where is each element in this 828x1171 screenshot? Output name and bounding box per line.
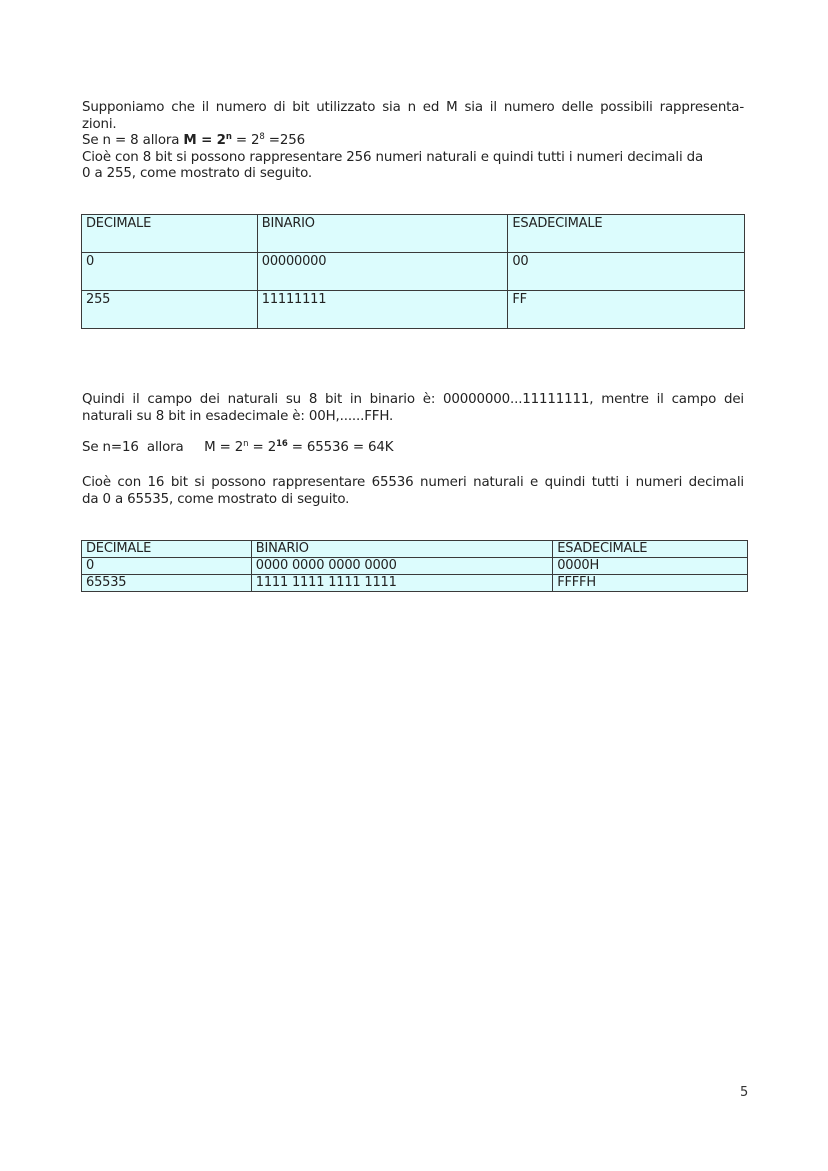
table-row [82,291,745,329]
header-esadecimale: ESADECIMALE [508,215,745,253]
range-line-1: Quindi il campo dei naturali su 8 bit in binario è: 00000000...11111111, mentre il campo dei [82,392,744,407]
cell-decimale: 0 [82,558,252,575]
range-line-2: naturali su 8 bit in esadecimale è: 00H,......FFH. [82,408,394,424]
cell-esadecimale: 0000H [553,558,748,575]
intro-line-5: 0 a 255, come mostrato di seguito. [82,166,313,181]
page-number: 5 [740,1085,749,1100]
cell-esadecimale: FFFFH [553,575,748,592]
header-binario: BINARIO [251,541,552,558]
intro-16bit-paragraph [82,475,744,508]
header-esadecimale: ESADECIMALE [553,541,748,558]
cell-binario: 11111111 [257,291,508,329]
cell-esadecimale: 00 [508,253,745,291]
cell-binario: 00000000 [257,253,508,291]
header-decimale: DECIMALE [82,541,252,558]
table-header-row [82,215,745,253]
cell-decimale: 255 [82,291,258,329]
cell-esadecimale: FF [508,291,745,329]
cell-decimale: 0 [82,253,258,291]
table-row [82,253,745,291]
table-header-row [82,541,748,558]
intro-line-2: zioni. [82,116,117,132]
table-row [82,575,748,592]
intro-paragraph [82,100,744,183]
cell-binario: 1111 1111 1111 1111 [251,575,552,592]
table-8bit [81,214,745,329]
formula-16bit: Se n=16 allora $M = 2^n = 2^{16} = 65536 = 64K$ [82,439,394,455]
header-binario: BINARIO [257,215,508,253]
header-decimale: DECIMALE [82,215,258,253]
table-row [82,558,748,575]
table-16bit [81,540,748,592]
formula-8bit: Se n = 8 allora $M = 2^n = 2^8 =256$ [82,132,305,148]
intro16-line-2: da 0 a 65535, come mostrato di seguito. [82,491,350,507]
intro16-line-1: Cioè con 16 bit si possono rappresentare 65536 numeri naturali e quindi tutti i numeri decimali [82,475,744,490]
intro-line-1: Supponiamo che il numero di bit utilizzato sia n ed M sia il numero delle possibili rappresenta- [82,100,744,115]
intro-line-4: Cioè con 8 bit si possono rappresentare 256 numeri naturali e quindi tutti i numeri decimali da [82,149,704,165]
range-8bit-paragraph [82,392,744,425]
cell-binario: 0000 0000 0000 0000 [251,558,552,575]
cell-decimale: 65535 [82,575,252,592]
